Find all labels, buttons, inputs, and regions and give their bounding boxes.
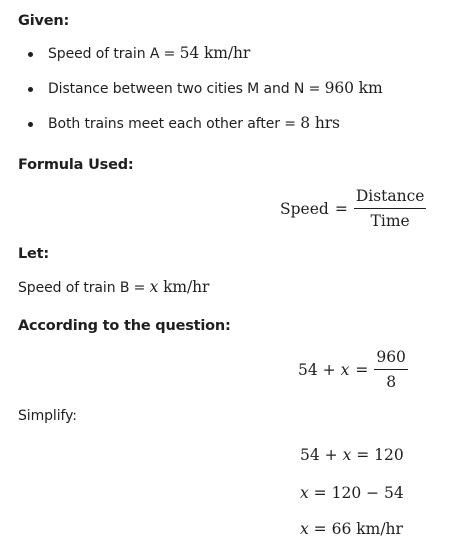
question-denominator: 8	[374, 369, 408, 391]
question-lhs	[298, 361, 349, 379]
formula-denominator: Time	[354, 208, 427, 230]
formula-fraction	[354, 187, 427, 230]
bullet-dot	[28, 52, 33, 57]
formula-equation	[280, 187, 426, 230]
formula-lhs: Speed	[280, 199, 329, 218]
question-equals: =	[355, 360, 369, 379]
given-item-value: 54 km/hr	[179, 44, 251, 62]
bullet-dot	[28, 87, 33, 92]
step-variable: x	[342, 446, 352, 464]
simplify-step-1	[300, 446, 404, 464]
let-statement	[18, 278, 209, 296]
step-rhs: = 120	[351, 446, 404, 464]
given-heading: Given:	[18, 13, 70, 29]
given-item-value: 8 hrs	[300, 114, 340, 132]
given-item-label: Speed of train A =	[48, 46, 180, 62]
step-number: 54 +	[300, 446, 343, 464]
step-variable: x	[300, 520, 309, 538]
question-fraction	[374, 348, 408, 391]
question-lhs-number: 54 +	[298, 360, 341, 379]
let-unit: km/hr	[158, 278, 210, 296]
given-item-meet-time	[48, 114, 340, 132]
step-rhs: = 120 − 54	[308, 484, 404, 502]
simplify-step-2	[300, 484, 404, 502]
given-item-label: Distance between two cities M and N =	[48, 81, 325, 97]
given-item-value: 960 km	[324, 79, 383, 97]
question-heading: According to the question:	[18, 318, 231, 334]
let-heading: Let:	[18, 246, 50, 262]
given-item-label: Both trains meet each other after =	[48, 116, 301, 132]
formula-heading: Formula Used:	[18, 157, 134, 173]
formula-numerator: Distance	[355, 187, 425, 205]
step-rhs: = 66 km/hr	[308, 520, 403, 538]
bullet-dot	[28, 122, 33, 127]
let-label: Speed of train B =	[18, 280, 150, 296]
formula-equals: =	[334, 199, 348, 218]
let-variable: x	[149, 278, 159, 296]
simplify-step-3	[300, 520, 403, 538]
question-lhs-variable: x	[340, 360, 350, 379]
given-item-speed-a	[48, 44, 250, 62]
step-variable: x	[300, 484, 309, 502]
question-equation	[298, 348, 408, 391]
simplify-heading: Simplify:	[18, 408, 77, 424]
question-numerator: 960	[376, 348, 406, 366]
given-item-distance	[48, 79, 383, 97]
